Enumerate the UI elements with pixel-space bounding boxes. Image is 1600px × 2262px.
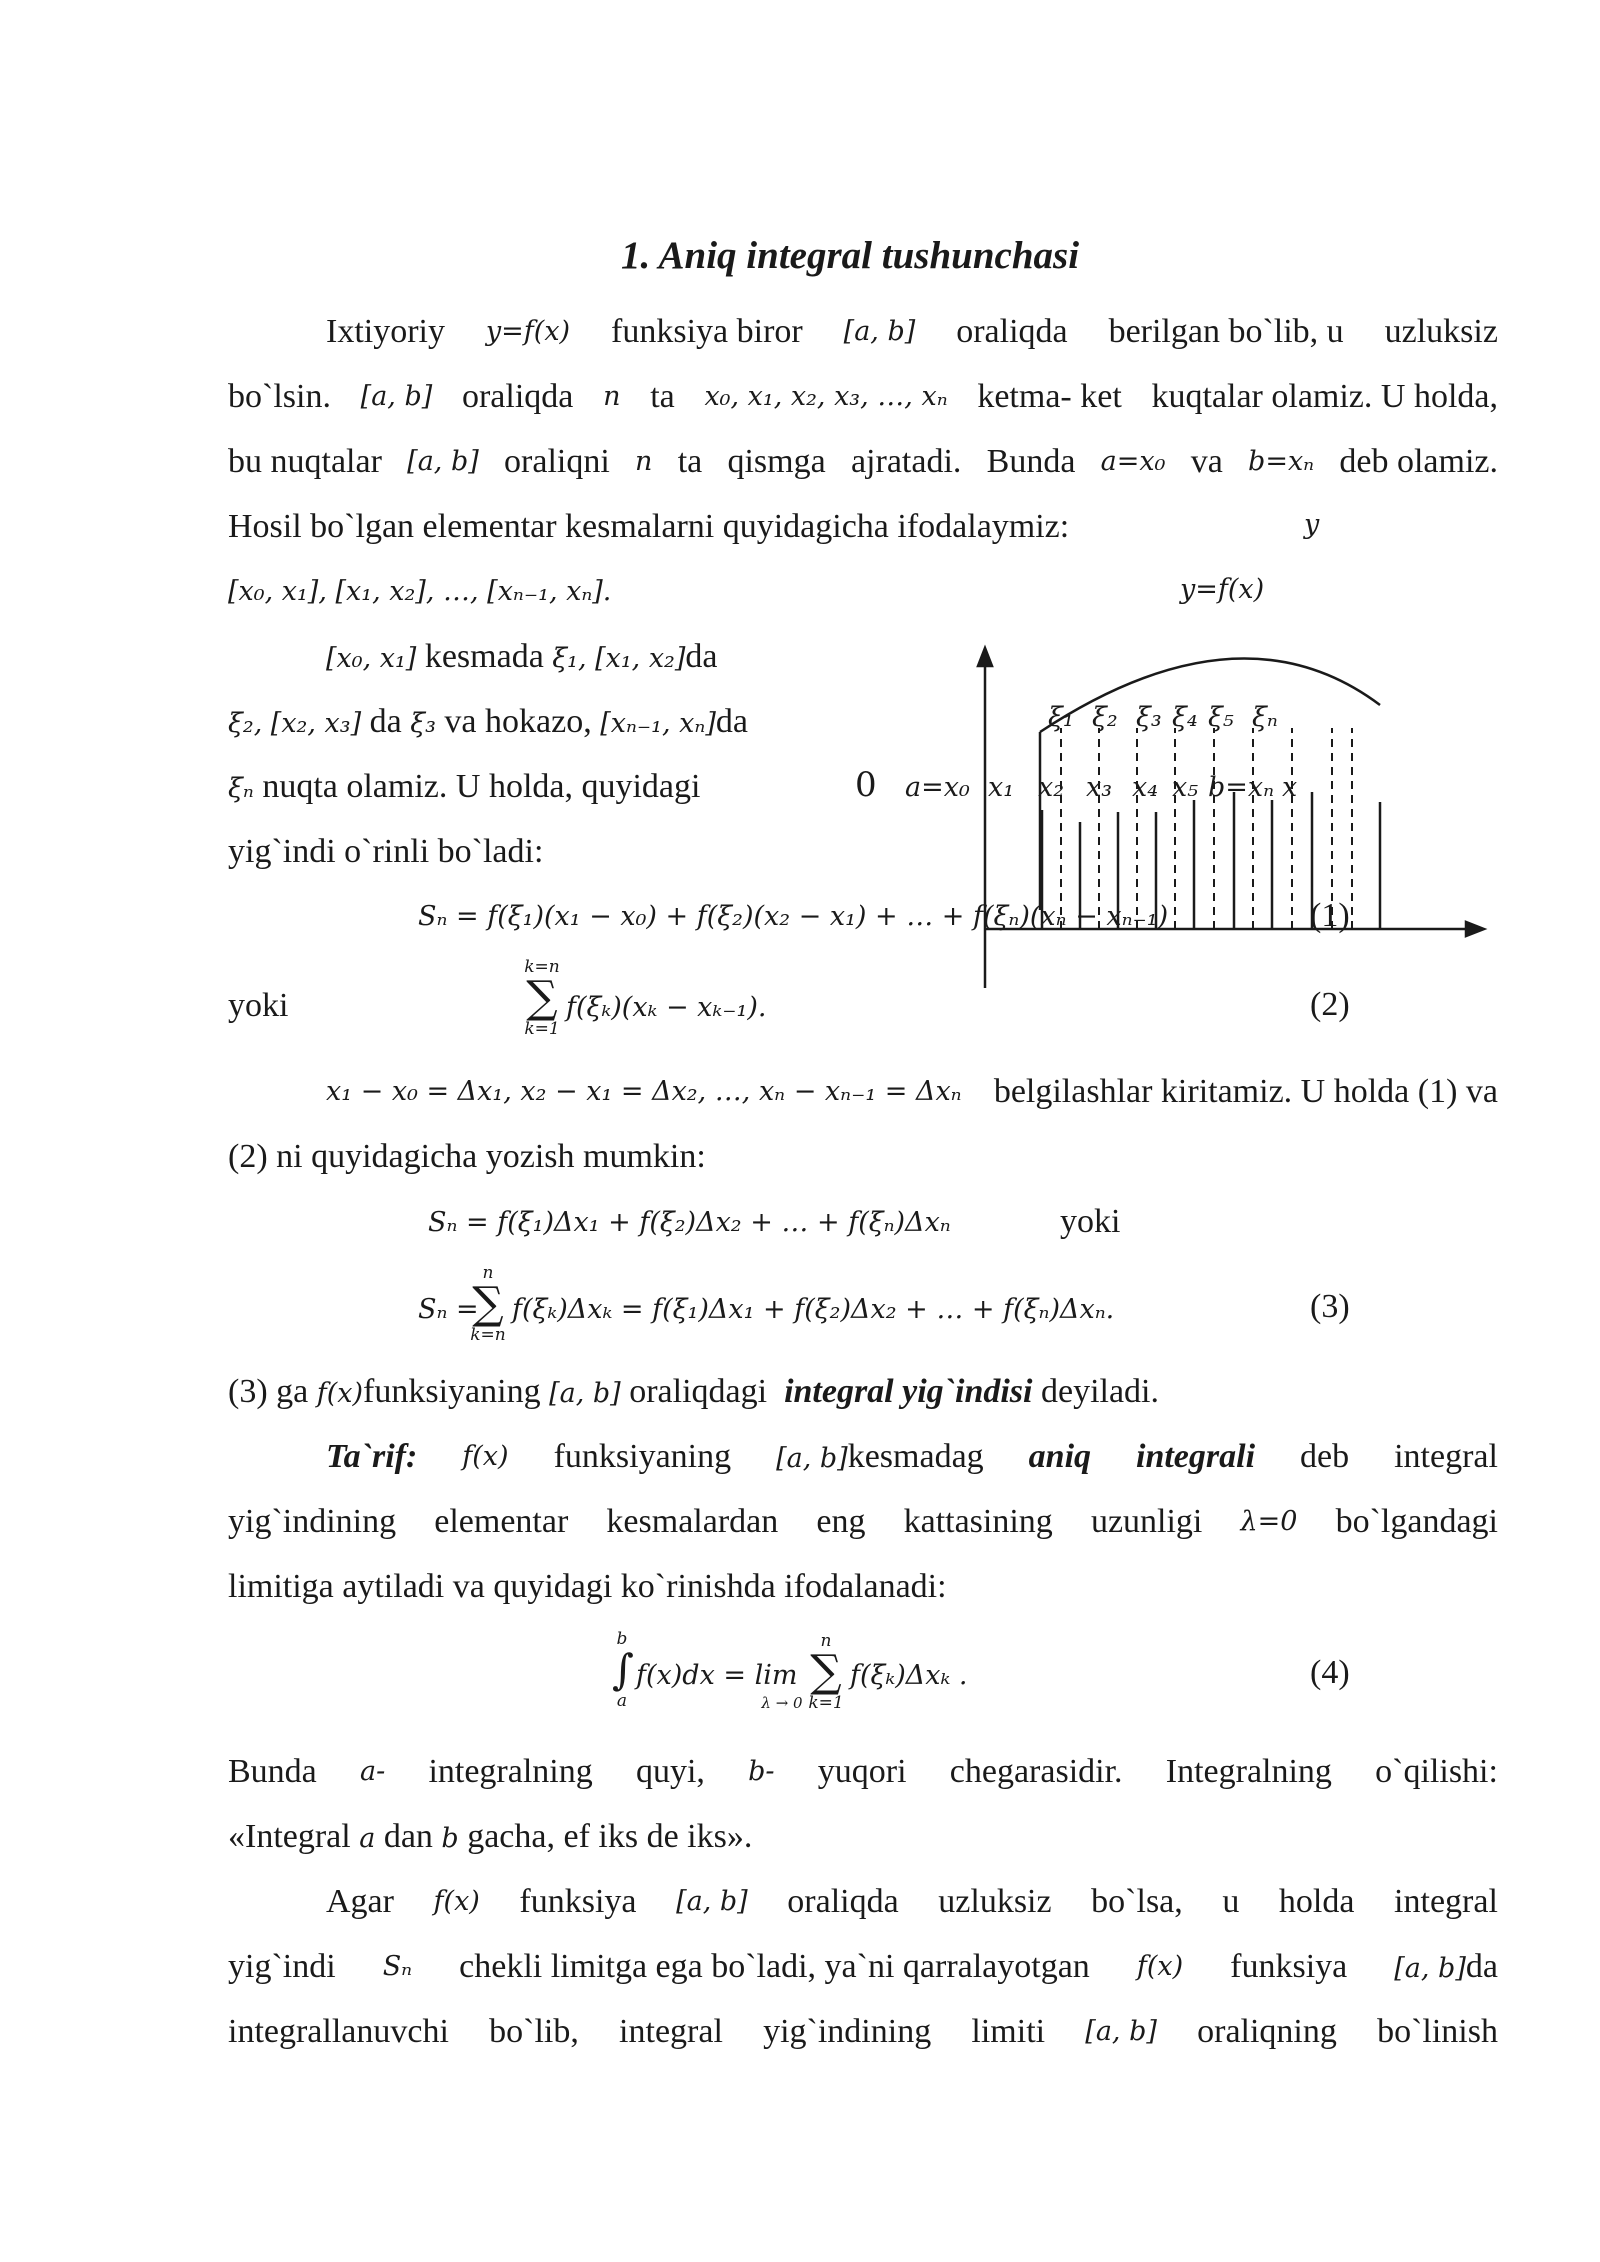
math: [a, b] <box>843 316 916 347</box>
term: integral yig`indisi <box>784 1373 1033 1410</box>
definition-label: Ta`rif: <box>326 1438 418 1475</box>
text: qismga <box>727 443 826 480</box>
text: oraliqdagi <box>629 1373 768 1410</box>
text: oraliqda <box>461 378 574 415</box>
text: o`qilishi: <box>1375 1753 1498 1790</box>
math: [a, b] <box>549 1378 621 1409</box>
equation-3-lhs: Sₙ = <box>418 1294 479 1325</box>
text: chekli limitga ega bo`ladi, ya`ni qarralayotgan <box>459 1948 1090 1985</box>
y-axis-label: y <box>1304 509 1320 540</box>
text: uzunligi <box>1090 1503 1203 1540</box>
paragraph-line <box>326 1072 1498 1112</box>
text: chegarasidir. <box>949 1753 1123 1790</box>
x-label: x₃ <box>1086 772 1113 803</box>
text: yig`indi <box>228 1948 336 1985</box>
text: funksiyaning <box>363 1373 541 1410</box>
math: [a, b] <box>1085 2016 1157 2047</box>
text: kuqtalar olamiz. U holda, <box>1151 378 1498 415</box>
term: aniq <box>1028 1438 1092 1475</box>
text: integral <box>1394 1883 1498 1920</box>
x-label: x₄ <box>1132 772 1159 803</box>
text: oraliqni <box>504 443 610 480</box>
text: da <box>715 703 748 740</box>
sigma-icon: ∑ <box>472 1278 504 1329</box>
text: gacha, ef iks de iks». <box>467 1818 753 1855</box>
equation-1: Sₙ = f(ξ₁)(x₁ − x₀) + f(ξ₂)(x₂ − x₁) + … + f(ξₙ)(xₙ − xₙ₋₁) <box>418 901 1169 932</box>
text: ajratadi. <box>850 443 962 480</box>
math: a- <box>360 1756 386 1787</box>
paragraph-line <box>326 1882 1498 1922</box>
equation-4-right: f(ξₖ)Δxₖ . <box>850 1660 968 1691</box>
math: ξ₃ <box>410 708 436 739</box>
sum-lower: k=n <box>470 1325 506 1345</box>
equation-number: (1) <box>1310 897 1350 934</box>
paragraph-line <box>228 1372 1498 1414</box>
text: yig`indining <box>228 1503 397 1540</box>
paragraph-line: limitiga aytiladi va quyidagi ko`rinishda ifodalanadi: <box>228 1568 947 1605</box>
text: holda <box>1278 1883 1355 1920</box>
text: kesmadag <box>847 1438 984 1475</box>
term: integrali <box>1136 1438 1256 1475</box>
text: eng <box>816 1503 866 1540</box>
text: integral <box>1394 1438 1498 1475</box>
text: da <box>1465 1948 1498 1985</box>
text: funksiyaning <box>553 1438 732 1475</box>
math: ξₙ <box>228 773 254 804</box>
paragraph-line <box>228 1817 1498 1859</box>
text: da <box>369 703 402 740</box>
text: Bunda <box>228 1753 317 1790</box>
math: f(x) <box>433 1886 480 1917</box>
sum-operator <box>806 1632 846 1712</box>
math: f(x) <box>1136 1951 1184 1982</box>
equation-3a: Sₙ = f(ξ₁)Δx₁ + f(ξ₂)Δx₂ + … + f(ξₙ)Δxₙ <box>428 1207 951 1238</box>
x-axis-arrow-icon <box>1466 922 1484 936</box>
text: kesmalardan <box>606 1503 779 1540</box>
equation-number: (2) <box>1310 986 1350 1023</box>
math: [x₁, x₂] <box>595 643 686 674</box>
text: ta <box>650 378 675 415</box>
text: va hokazo, <box>444 703 592 740</box>
text: bo`linish <box>1377 2013 1498 2050</box>
text: kattasining <box>903 1503 1053 1540</box>
math: x₀, x₁, x₂, x₃, …, xₙ <box>704 381 948 412</box>
math: [x₂, x₃] <box>270 708 362 739</box>
interval-list: [x₀, x₁], [x₁, x₂], …, [xₙ₋₁, xₙ]. <box>228 576 612 607</box>
sigma-icon: ∑ <box>526 972 558 1023</box>
xi-label: ξ₃ <box>1136 702 1162 733</box>
math: Sₙ <box>382 1951 413 1982</box>
paragraph-line <box>228 2012 1498 2052</box>
paragraph-line <box>228 377 1498 417</box>
text: funksiya biror <box>611 313 803 350</box>
paragraph-line: (2) ni quyidagicha yozish mumkin: <box>228 1138 706 1175</box>
paragraph-line <box>326 312 1498 352</box>
text: elementar <box>434 1503 569 1540</box>
text: «Integral <box>228 1818 351 1855</box>
math: b- <box>748 1756 775 1787</box>
x-label: x <box>1282 772 1298 803</box>
text: ketma- ket <box>977 378 1122 415</box>
equation-4-left: f(x)dx = lim <box>636 1660 798 1691</box>
text: berilgan bo`lib, u <box>1108 313 1344 350</box>
math: n <box>603 381 621 412</box>
text: deb olamiz. <box>1339 443 1498 480</box>
paragraph-line: yoki <box>228 987 289 1024</box>
paragraph-line: Hosil bo`lgan elementar kesmalarni quyidagicha ifodalaymiz: <box>228 508 1070 545</box>
paragraph-line <box>228 1502 1498 1542</box>
origin-label: 0 <box>855 765 877 805</box>
equation-2: f(ξₖ)(xₖ − xₖ₋₁). <box>566 992 767 1023</box>
sum-lower: k=1 <box>524 1019 560 1039</box>
math: [xₙ₋₁, xₙ] <box>600 708 716 739</box>
text: integralning <box>428 1753 593 1790</box>
page-title: 1. Aniq integral tushunchasi <box>620 234 1080 277</box>
text: bo`lsa, <box>1091 1883 1183 1920</box>
math: λ=0 <box>1240 1506 1298 1537</box>
math: b <box>441 1823 459 1854</box>
text: bu nuqtalar <box>228 443 382 480</box>
paragraph-line <box>228 442 1498 482</box>
paragraph-line <box>228 1947 1498 1989</box>
math: a <box>359 1823 376 1854</box>
text: Bunda <box>986 443 1076 480</box>
text: oraliqda <box>787 1883 899 1920</box>
text: oraliqning <box>1197 2013 1337 2050</box>
text: ta <box>677 443 703 480</box>
math: [a, b] <box>360 381 433 412</box>
text: Agar <box>326 1883 394 1920</box>
text: integral <box>619 2013 723 2050</box>
sum-upper: n <box>482 1263 494 1283</box>
equation-number: (4) <box>1310 1654 1350 1691</box>
math: f(x) <box>462 1441 509 1472</box>
text: uzluksiz <box>1384 313 1498 350</box>
xi-label: ξ₅ <box>1208 702 1234 733</box>
text: Integralning <box>1165 1753 1332 1790</box>
text: dan <box>383 1818 433 1855</box>
math: [a, b] <box>1394 1953 1466 1984</box>
text: limiti <box>971 2013 1046 2050</box>
text: integrallanuvchi <box>228 2013 449 2050</box>
math: [a, b] <box>407 446 479 477</box>
math: f(x) <box>316 1378 364 1409</box>
integral-lower: a <box>616 1691 628 1711</box>
text: belgilashlar kiritamiz. U holda (1) va <box>993 1073 1498 1110</box>
x-label: x₂ <box>1038 772 1065 803</box>
paragraph-line <box>228 1752 1498 1792</box>
text: yig`indining <box>763 2013 932 2050</box>
xi-label: ξ₁ <box>1048 702 1074 733</box>
paragraph-line <box>326 1437 1498 1479</box>
curve-label: y=f(x) <box>1180 574 1265 605</box>
text: funksiya <box>1230 1948 1348 1985</box>
text: da <box>685 638 718 675</box>
math: [a, b] <box>776 1443 848 1474</box>
text: (3) ga <box>228 1373 309 1410</box>
text: funksiya <box>519 1883 637 1920</box>
text: bo`lsin. <box>228 378 331 415</box>
limit-subscript: λ → 0 <box>761 1694 803 1712</box>
text: u <box>1222 1883 1240 1920</box>
math: y=f(x) <box>485 316 571 347</box>
integral-upper: b <box>616 1629 628 1649</box>
text: nuqta olamiz. U holda, quyidagi <box>262 768 701 805</box>
math: n <box>635 446 653 477</box>
math: [a, b] <box>676 1886 748 1917</box>
text: quyi, <box>635 1753 705 1790</box>
math: a=x₀ <box>1100 446 1166 477</box>
sum-upper: k=n <box>524 957 560 977</box>
y-axis-arrow-icon <box>978 648 992 666</box>
text: yuqori <box>817 1753 907 1790</box>
text: kesmada <box>424 638 544 675</box>
text: bo`lgandagi <box>1335 1503 1498 1540</box>
math: ξ₂, <box>228 708 263 739</box>
sum-lower: k=1 <box>808 1693 844 1713</box>
paragraph-line: yig`indi o`rinli bo`ladi: <box>228 833 544 870</box>
text: Ixtiyoriy <box>326 313 445 350</box>
x-label: a=x₀ <box>905 772 970 803</box>
equation-number: (3) <box>1310 1288 1350 1325</box>
integral-operator <box>612 1630 632 1710</box>
math: x₁ − x₀ = Δx₁, x₂ − x₁ = Δx₂, …, xₙ − xₙ₋₁ = Δxₙ <box>326 1076 962 1107</box>
sum-upper: n <box>820 1631 832 1651</box>
x-label: x₁ <box>988 772 1015 803</box>
text: oraliqda <box>956 313 1068 350</box>
text: bo`lib, <box>489 2013 579 2050</box>
integral-sign-icon: ∫ <box>612 1645 634 1694</box>
xi-label: ξ₂ <box>1092 702 1118 733</box>
math: b=xₙ <box>1248 446 1315 477</box>
xi-label: ξₙ <box>1252 702 1278 733</box>
math: ξ₁, <box>552 643 587 674</box>
text: uzluksiz <box>938 1883 1052 1920</box>
x-label: x₅ <box>1172 772 1199 803</box>
math: [x₀, x₁] <box>326 643 417 674</box>
sigma-icon: ∑ <box>810 1646 842 1697</box>
x-label: b=xₙ <box>1208 772 1275 803</box>
paragraph-line: yoki <box>1060 1203 1121 1240</box>
sum-operator <box>522 958 562 1038</box>
sum-operator <box>468 1264 508 1344</box>
xi-label: ξ₄ <box>1172 702 1198 733</box>
text: deyiladi. <box>1040 1373 1160 1410</box>
equation-3: f(ξₖ)Δxₖ = f(ξ₁)Δx₁ + f(ξ₂)Δx₂ + … + f(ξₙ)Δxₙ. <box>512 1294 1115 1325</box>
text: deb <box>1300 1438 1350 1475</box>
text: va <box>1190 443 1223 480</box>
